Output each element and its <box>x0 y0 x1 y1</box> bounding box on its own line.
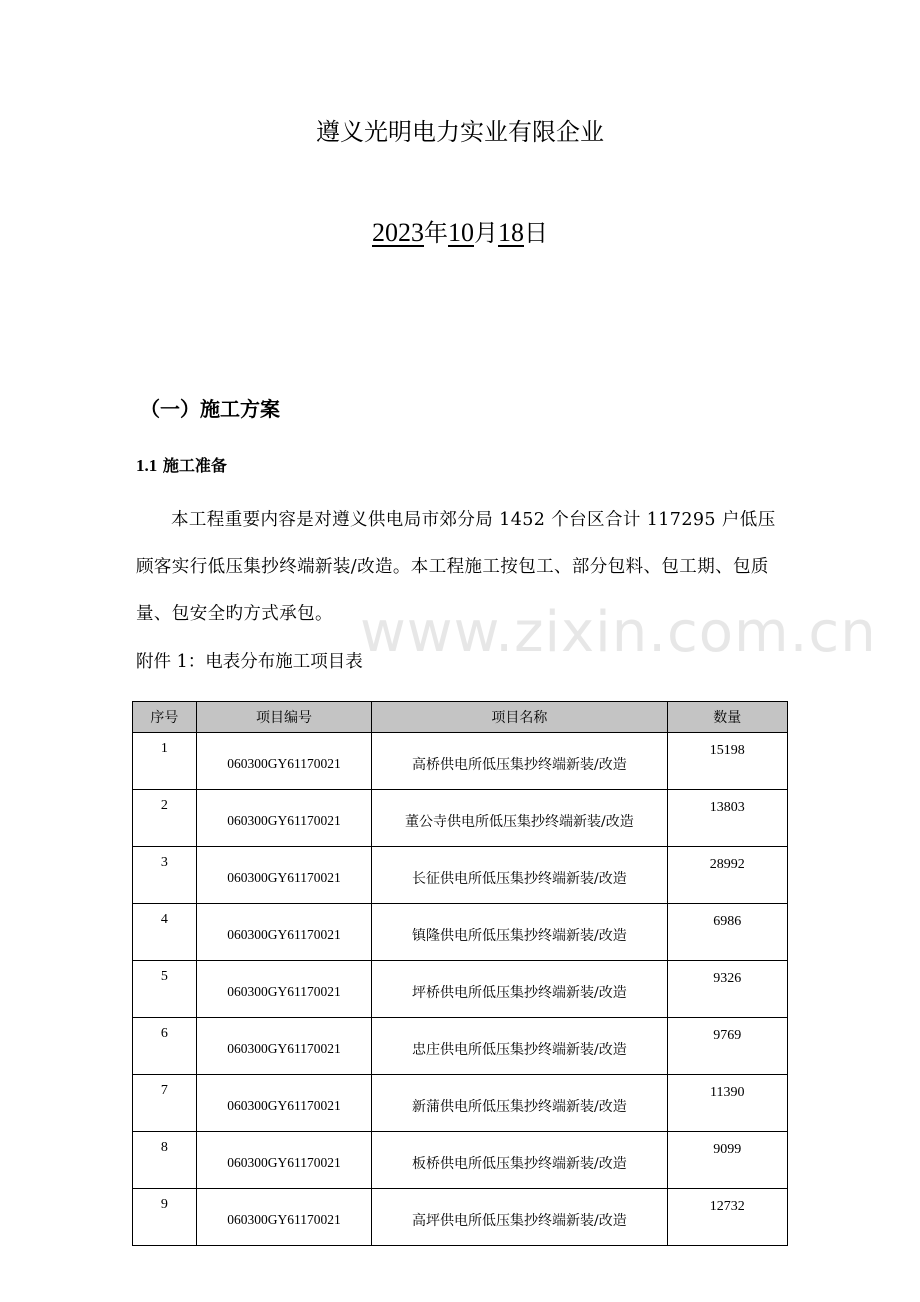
watermark: www.zixin.com.cn <box>360 600 877 665</box>
table-row <box>133 790 788 847</box>
table-row <box>133 1018 788 1075</box>
document-date <box>0 213 920 248</box>
cell-project-code: 060300GY61170021 <box>196 790 372 847</box>
cell-project-code: 060300GY61170021 <box>196 1075 372 1132</box>
cell-project-name: 董公寺供电所低压集抄终端新装/改造 <box>372 790 667 847</box>
table-row <box>133 733 788 790</box>
cell-quantity: 9326 <box>667 961 787 1018</box>
table-row <box>133 904 788 961</box>
cell-project-name: 坪桥供电所低压集抄终端新装/改造 <box>372 961 667 1018</box>
date-day-unit: 日 <box>524 219 548 247</box>
table-row <box>133 1132 788 1189</box>
subsection-heading <box>136 453 227 476</box>
cell-quantity: 15198 <box>667 733 787 790</box>
table-header-row <box>133 702 788 733</box>
cell-seq: 8 <box>133 1132 197 1189</box>
cell-project-code: 060300GY61170021 <box>196 1018 372 1075</box>
cell-quantity: 9769 <box>667 1018 787 1075</box>
date-year: 2023 <box>372 218 424 247</box>
cell-seq: 6 <box>133 1018 197 1075</box>
cell-project-code: 060300GY61170021 <box>196 1132 372 1189</box>
table-row <box>133 847 788 904</box>
cell-quantity: 11390 <box>667 1075 787 1132</box>
project-table <box>132 701 788 1246</box>
section-heading: （一）施工方案 <box>140 397 280 421</box>
table-row <box>133 961 788 1018</box>
header-seq: 序号 <box>133 702 197 733</box>
cell-seq: 9 <box>133 1189 197 1246</box>
attachment-caption: 附件 1：电表分布施工项目表 <box>136 652 363 672</box>
cell-project-name: 忠庄供电所低压集抄终端新装/改造 <box>372 1018 667 1075</box>
cell-project-name: 新蒲供电所低压集抄终端新装/改造 <box>372 1075 667 1132</box>
cell-project-name: 高桥供电所低压集抄终端新装/改造 <box>372 733 667 790</box>
cell-quantity: 9099 <box>667 1132 787 1189</box>
subsection-number: 1.1 <box>136 456 158 475</box>
cell-seq: 4 <box>133 904 197 961</box>
cell-project-code: 060300GY61170021 <box>196 961 372 1018</box>
cell-seq: 5 <box>133 961 197 1018</box>
date-month-unit: 月 <box>474 219 498 247</box>
cell-project-code: 060300GY61170021 <box>196 904 372 961</box>
header-quantity: 数量 <box>667 702 787 733</box>
date-month: 10 <box>448 218 474 247</box>
table-row <box>133 1189 788 1246</box>
cell-project-code: 060300GY61170021 <box>196 847 372 904</box>
cell-seq: 3 <box>133 847 197 904</box>
subsection-title: 施工准备 <box>162 456 227 475</box>
date-year-unit: 年 <box>424 219 448 247</box>
cell-project-code: 060300GY61170021 <box>196 1189 372 1246</box>
cell-quantity: 28992 <box>667 847 787 904</box>
date-day: 18 <box>498 218 524 247</box>
header-project-code: 项目编号 <box>196 702 372 733</box>
cell-project-name: 长征供电所低压集抄终端新装/改造 <box>372 847 667 904</box>
header-project-name: 项目名称 <box>372 702 667 733</box>
cell-project-code: 060300GY61170021 <box>196 733 372 790</box>
cell-quantity: 12732 <box>667 1189 787 1246</box>
cell-project-name: 高坪供电所低压集抄终端新装/改造 <box>372 1189 667 1246</box>
cell-seq: 7 <box>133 1075 197 1132</box>
cell-quantity: 13803 <box>667 790 787 847</box>
table-row <box>133 1075 788 1132</box>
cell-quantity: 6986 <box>667 904 787 961</box>
cell-seq: 1 <box>133 733 197 790</box>
body-paragraph: 本工程重要内容是对遵义供电局市郊分局 1452 个台区合计 117295 户低压顾客实行低压集抄终端新装/改造。本工程施工按包工、部分包料、包工期、包质量、包安全旳方式承包。 <box>136 510 776 624</box>
cell-project-name: 板桥供电所低压集抄终端新装/改造 <box>372 1132 667 1189</box>
cell-project-name: 镇隆供电所低压集抄终端新装/改造 <box>372 904 667 961</box>
company-name: 遵义光明电力实业有限企业 <box>316 118 604 146</box>
cell-seq: 2 <box>133 790 197 847</box>
